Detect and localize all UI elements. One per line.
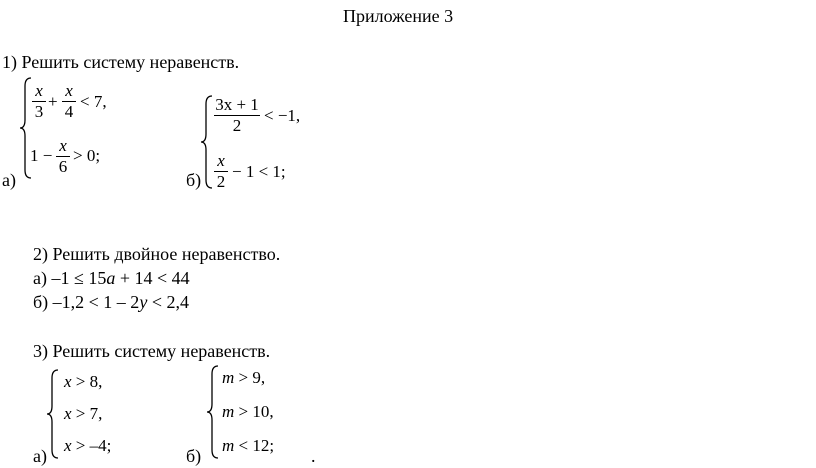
task3-a-line-1: x > 8, <box>64 372 103 391</box>
task1-b-label: б) <box>186 170 202 190</box>
task3-a-line-2: x > 7, <box>64 404 103 423</box>
inequality-rest: − 1 < 1; <box>232 162 286 181</box>
task3-a-label: а) <box>33 446 47 466</box>
inequality-rest: > 0; <box>73 146 101 165</box>
task2-heading: 2) Решить двойное неравенство. <box>33 244 281 264</box>
task3-b-brace <box>206 364 220 460</box>
page-title: Приложение 3 <box>343 6 454 26</box>
task3-heading: 3) Решить систему неравенств. <box>33 341 271 361</box>
trailing-dot: . <box>311 446 316 466</box>
task2-a: а) –1 ≤ 15a + 14 < 44 <box>33 268 190 288</box>
fraction-x-over-2: x 2 <box>214 152 228 191</box>
task3-a-brace <box>46 368 60 460</box>
task3-b-line-1: m > 9, <box>222 368 266 387</box>
task1-b-brace <box>200 94 214 190</box>
one-minus: 1 − <box>30 146 53 165</box>
task1-heading: 1) Решить систему неравенств. <box>2 52 240 72</box>
plus-sign: + <box>48 92 58 111</box>
inequality-rest: < 7, <box>80 92 107 111</box>
task1-a-label: а) <box>2 170 16 190</box>
task3-b-label: б) <box>186 446 202 466</box>
fraction-x-over-6: x 6 <box>56 137 70 176</box>
inequality-rest: < −1, <box>264 106 301 125</box>
fraction-x-over-4: x 4 <box>62 82 76 121</box>
task3-b-line-2: m > 10, <box>222 402 274 421</box>
task2-b: б) –1,2 < 1 – 2y < 2,4 <box>33 292 189 312</box>
fraction-x-over-3: x 3 <box>32 82 46 121</box>
fraction-3x-plus-1-over-2: 3x + 1 2 <box>215 95 259 135</box>
task3-a-line-3: x > –4; <box>64 436 112 455</box>
task3-b-line-3: m < 12; <box>222 436 275 455</box>
